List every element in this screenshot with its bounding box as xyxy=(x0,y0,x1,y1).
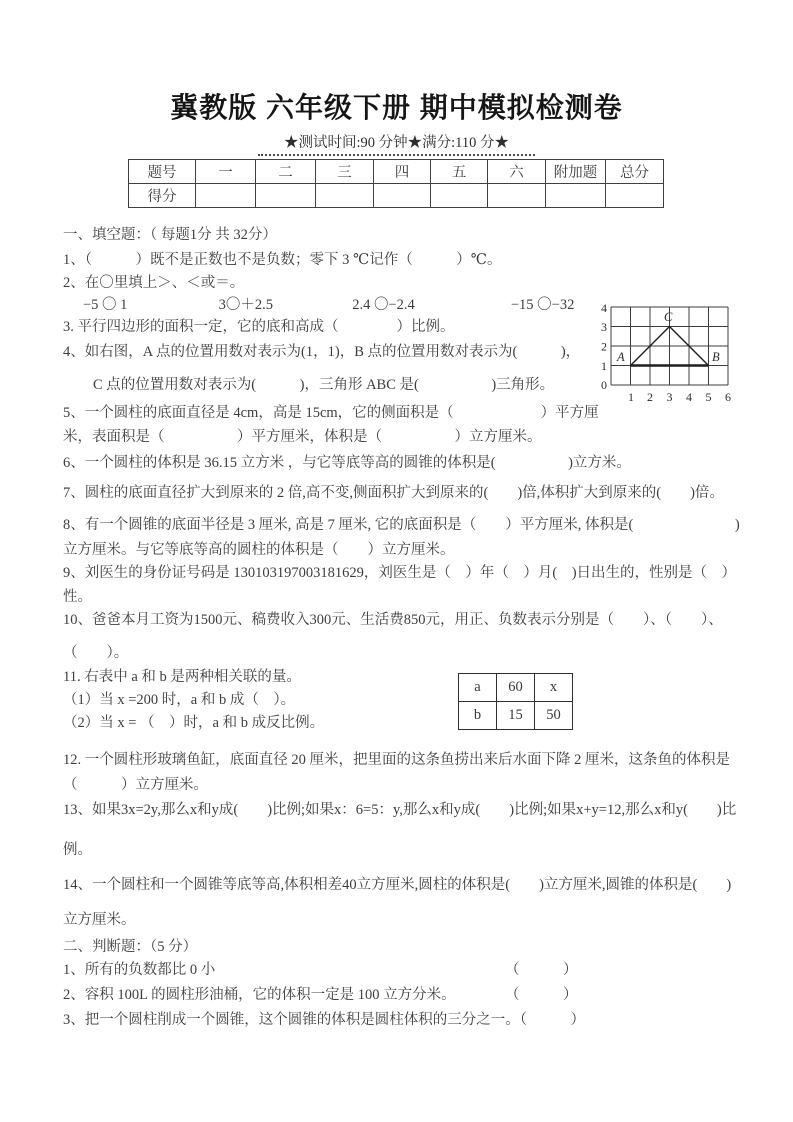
exam-info-line: ★测试时间:90 分钟★满分:110 分★ xyxy=(258,131,535,156)
x-tick-2: 2 xyxy=(647,390,653,404)
y-tick-3: 3 xyxy=(601,320,607,334)
x-tick-5: 5 xyxy=(705,390,712,404)
question-14-line1: 14、一个圆柱和一个圆锥等底等高,体积相差40立方厘米,圆柱的体积是( )立方厘米,圆锥的体积是( ) xyxy=(63,877,732,893)
question-3: 3. 平行四边形的面积一定，它的底和高成（ ）比例。 xyxy=(63,319,455,335)
score-table-score-row xyxy=(129,184,664,208)
question-14-line2: 立方厘米。 xyxy=(63,912,136,928)
x-tick-3: 3 xyxy=(666,390,673,404)
page-title: 冀教版 六年级下册 期中模拟检测卷 xyxy=(170,92,623,123)
score-header-cell: 总分 xyxy=(606,160,664,184)
relation-table xyxy=(458,673,573,730)
question-13-line2: 例。 xyxy=(63,842,92,858)
question-1: 1、（ ）既不是正数也不是负数；零下 3 ℃记作（ ）℃。 xyxy=(63,252,502,268)
question-9-line2: 性。 xyxy=(63,589,92,605)
judgment-3-text: 3、把一个圆柱削成一个圆锥，这个圆锥的体积是圆柱体积的三分之一。 xyxy=(63,1012,520,1028)
score-header-cell: 五 xyxy=(431,160,488,184)
question-10-line1: 10、爸爸本月工资为1500元、稿费收入300元、生活费850元，用正、负数表示分别是（ ）、（ ）、 xyxy=(63,612,723,628)
score-table xyxy=(128,159,664,208)
x-tick-1: 1 xyxy=(628,390,634,404)
x-tick-4: 4 xyxy=(686,390,692,404)
question-11-sub1: （1）当 x =200 时，a 和 b 成（ ）。 xyxy=(63,692,296,708)
y-tick-4: 4 xyxy=(601,304,607,315)
score-cell-empty xyxy=(374,184,431,208)
question-11: 11. 右表中 a 和 b 是两种相关联的量。 xyxy=(63,669,301,685)
score-header-cell: 附加题 xyxy=(546,160,606,184)
judgment-3-answer-blank: （ ） xyxy=(519,1012,585,1028)
score-cell-empty xyxy=(488,184,546,208)
compare-item-3: 2.4 〇−2.4 xyxy=(352,297,415,313)
section2-heading: 二、判断题：（5 分） xyxy=(63,939,198,955)
score-header-cell: 二 xyxy=(256,160,316,184)
question-12-line2: （ ）立方厘米。 xyxy=(63,777,208,793)
question-13-line1: 13、如果3x=2y,那么x和y成( )比例;如果x：6=5：y,那么x和y成( )比例;如果x+y=12,那么x和y( )比 xyxy=(63,802,737,818)
question-10-line2: （ ）。 xyxy=(63,645,129,661)
y-tick-2: 2 xyxy=(601,339,607,354)
x-tick-6: 6 xyxy=(725,390,731,404)
judgment-2 xyxy=(63,984,747,1006)
score-table-header-row xyxy=(129,160,664,184)
question-8-line2: 立方厘米。与它等底等高的圆柱的体积是（ ）立方厘米。 xyxy=(63,542,455,558)
question-4-line2: C 点的位置用数对表示为( )，三角形 ABC 是( )三角形。 xyxy=(93,377,555,393)
score-header-cell: 一 xyxy=(196,160,256,184)
y-tick-0: 0 xyxy=(601,378,607,392)
compare-item-4: −15 〇−32 xyxy=(510,297,575,313)
score-cell-empty xyxy=(606,184,664,208)
score-cell-empty xyxy=(431,184,488,208)
relation-row-a xyxy=(459,674,573,702)
score-cell-empty xyxy=(546,184,606,208)
relation-cell: b xyxy=(459,702,497,730)
point-label-a: A xyxy=(617,350,625,364)
relation-cell: 50 xyxy=(535,702,573,730)
judgment-1-text: 1、所有的负数都比 0 小 xyxy=(63,962,216,978)
question-2: 2、在〇里填上＞、＜或＝。 xyxy=(63,275,245,291)
score-header-cell: 三 xyxy=(316,160,374,184)
score-cell-empty xyxy=(316,184,374,208)
question-9-line1: 9、刘医生的身份证号码是 130103197003181629，刘医生是（ ）年（ ）月( )日出生的，性别是（ ） xyxy=(63,565,737,581)
relation-cell: 60 xyxy=(497,674,535,702)
compare-item-2: 3〇＋2.5 xyxy=(218,297,273,313)
question-12-line1: 12. 一个圆柱形玻璃鱼缸，底面直径 20 厘米，把里面的这条鱼捞出来后水面下降 2 厘米，这条鱼的体积是 xyxy=(63,752,730,768)
question-8-line1: 8、有一个圆锥的底面半径是 3 厘米, 高是 7 厘米, 它的底面积是（ ）平方厘米, 体积是( ) xyxy=(63,517,740,533)
judgment-3 xyxy=(63,1009,747,1031)
point-label-c: C xyxy=(664,310,673,324)
score-cell-empty xyxy=(196,184,256,208)
question-11-sub2: （2）当 x = （ ）时，a 和 b 成反比例。 xyxy=(63,715,325,731)
relation-row-b xyxy=(459,702,573,730)
score-cell-empty xyxy=(256,184,316,208)
judgment-2-text: 2、容积 100L 的圆柱形油桶，它的体积一定是 100 立方分米。 xyxy=(63,987,456,1003)
question-6: 6、一个圆柱的体积是 36.15 立方米 ，与它等底等高的圆锥的体积是( )立方米。 xyxy=(63,455,631,471)
score-header-cell: 四 xyxy=(374,160,431,184)
point-label-b: B xyxy=(712,350,720,364)
question-4-line1: 4、如右图，A 点的位置用数对表示为(1，1)，B 点的位置用数对表示为( )， xyxy=(63,344,581,360)
compare-item-1: −5 〇 1 xyxy=(83,297,128,313)
subtitle-wrap xyxy=(0,131,793,156)
y-tick-1: 1 xyxy=(601,359,607,373)
question-5-line2: 米，表面积是（ ）平方厘米，体积是（ ）立方厘米。 xyxy=(63,429,542,445)
judgment-1-answer-blank: （ ） xyxy=(505,962,578,978)
score-header-cell: 六 xyxy=(488,160,546,184)
score-row-label: 得分 xyxy=(129,184,196,208)
question-7: 7、圆柱的底面直径扩大到原来的 2 倍,高不变,侧面积扩大到原来的( )倍,体积扩大到原来的( )倍。 xyxy=(63,485,724,501)
relation-cell: 15 xyxy=(497,702,535,730)
relation-cell: x xyxy=(535,674,573,702)
judgment-2-answer-blank: （ ） xyxy=(505,987,578,1003)
section1-heading: 一、填空题：（ 每题1分 共 32分） xyxy=(63,227,277,243)
score-header-cell: 题号 xyxy=(129,160,196,184)
judgment-1 xyxy=(63,959,747,981)
relation-cell: a xyxy=(459,674,497,702)
coordinate-grid-figure xyxy=(597,304,789,412)
question-5-line1: 5、一个圆柱的底面直径是 4cm，高是 15cm，它的侧面积是（ ）平方厘 xyxy=(63,405,599,421)
